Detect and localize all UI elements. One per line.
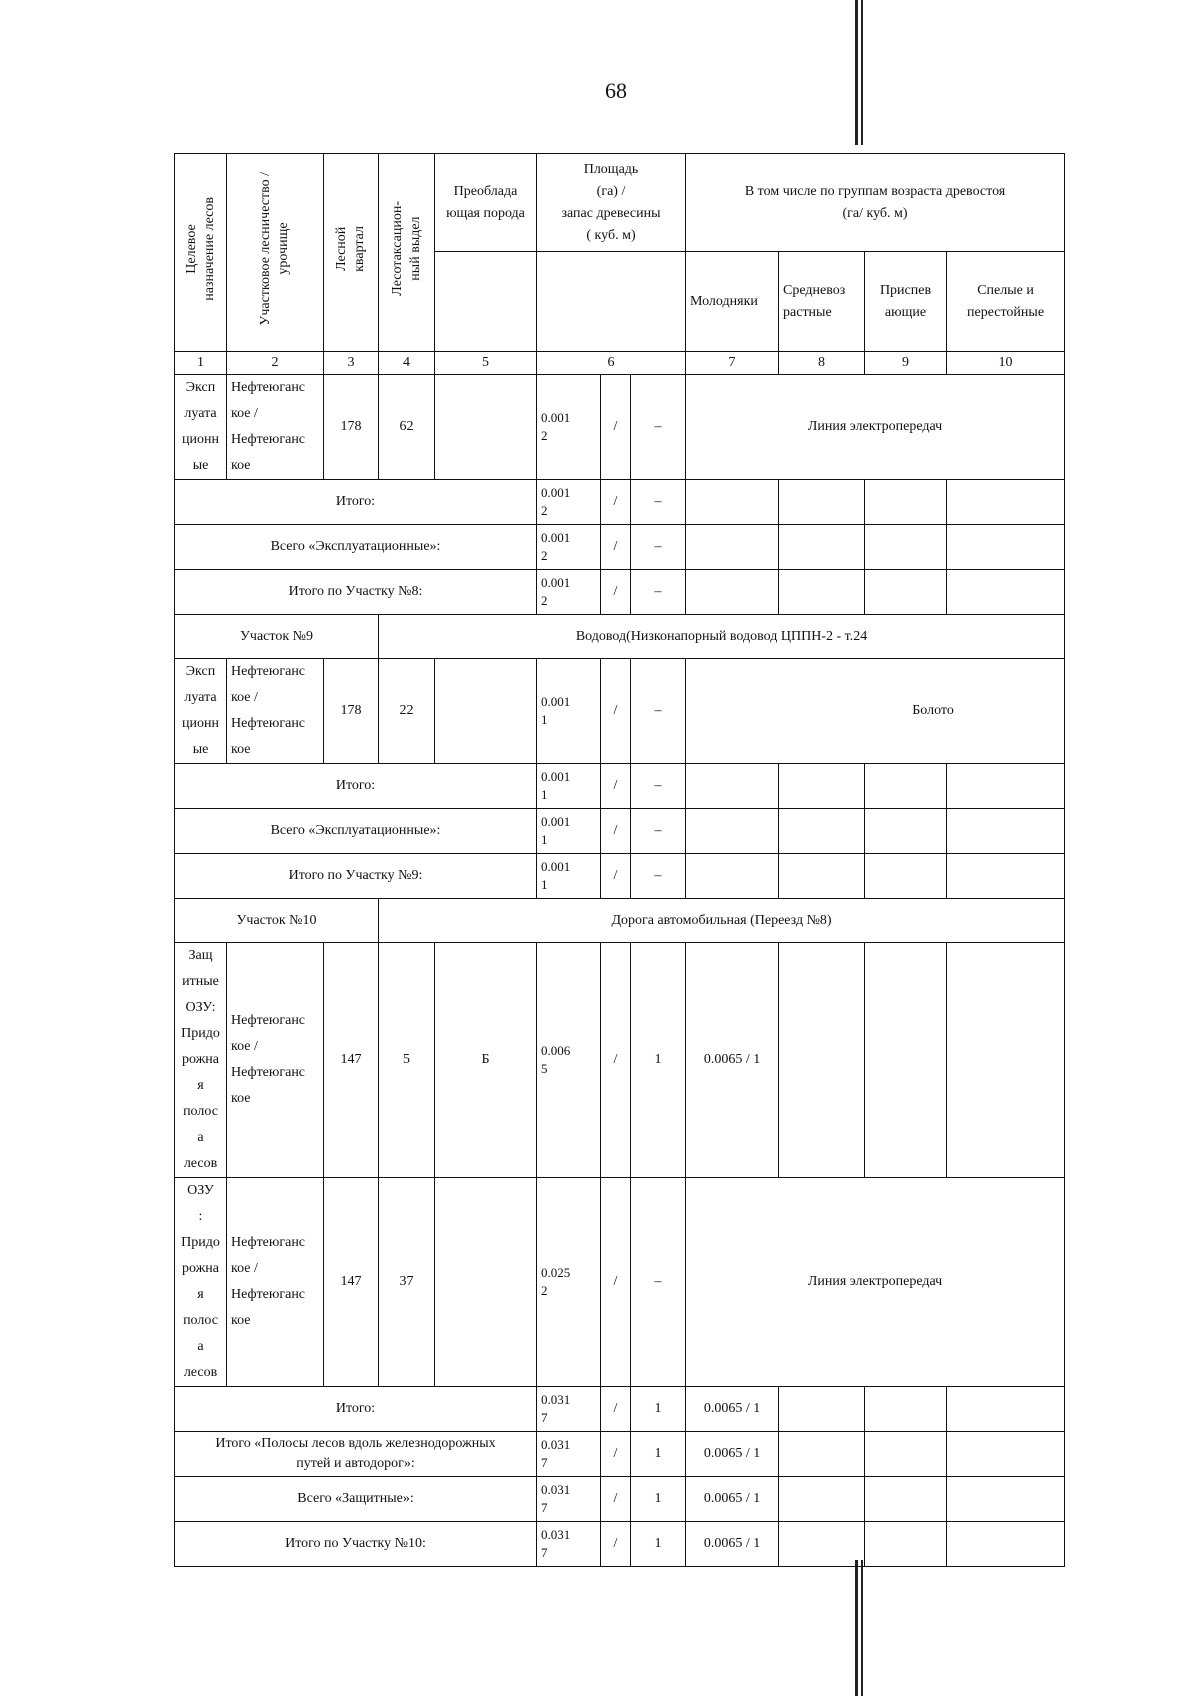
vydel-cell: 37 xyxy=(379,1178,435,1387)
volume-cell: – xyxy=(631,764,686,809)
scan-edge-line xyxy=(861,0,863,145)
slash: / xyxy=(601,1522,631,1567)
young-cell: 0.0065 / 1 xyxy=(686,1477,779,1522)
forestry-cell: Нефтеюганс кое / Нефтеюганс кое xyxy=(227,943,324,1178)
slash: / xyxy=(601,659,631,764)
header-area-blank xyxy=(537,252,686,352)
slash: / xyxy=(601,764,631,809)
forest-table xyxy=(174,153,1065,1567)
note-cell: Линия электропередач xyxy=(686,1178,1065,1387)
header-forestry: Участковое лесничество / урочище xyxy=(227,154,324,352)
volume-cell: – xyxy=(631,570,686,615)
header-species-blank xyxy=(435,252,537,352)
volume-cell: – xyxy=(631,375,686,480)
total-row xyxy=(175,1387,1065,1432)
table-row xyxy=(175,1178,1065,1387)
total-label: Всего «Эксплуатационные»: xyxy=(175,809,537,854)
total-label: Итого по Участку №9: xyxy=(175,854,537,899)
area-cell: 0.001 2 xyxy=(537,570,601,615)
table-row xyxy=(175,375,1065,480)
young-cell: 0.0065 / 1 xyxy=(686,1522,779,1567)
purpose-cell: Эксп луата ционн ые xyxy=(175,375,227,480)
forestry-cell: Нефтеюганс кое / Нефтеюганс кое xyxy=(227,375,324,480)
col-number: 8 xyxy=(779,352,865,375)
header-mature: Спелые и перестойные xyxy=(947,252,1065,352)
total-row xyxy=(175,570,1065,615)
volume-cell: – xyxy=(631,525,686,570)
slash: / xyxy=(601,1432,631,1477)
header-young: Молодняки xyxy=(686,252,779,352)
total-label: Всего «Эксплуатационные»: xyxy=(175,525,537,570)
forestry-cell: Нефтеюганс кое / Нефтеюганс кое xyxy=(227,659,324,764)
species-cell xyxy=(435,1178,537,1387)
species-cell: Б xyxy=(435,943,537,1178)
col-number: 4 xyxy=(379,352,435,375)
total-row xyxy=(175,525,1065,570)
total-row xyxy=(175,809,1065,854)
total-row xyxy=(175,854,1065,899)
scan-edge-line xyxy=(855,1560,858,1696)
total-row xyxy=(175,1477,1065,1522)
total-row xyxy=(175,1432,1065,1477)
total-row xyxy=(175,480,1065,525)
header-species: Преоблада ющая порода xyxy=(435,154,537,252)
area-cell: 0.006 5 xyxy=(537,943,601,1178)
section-title: Водовод(Низконапорный водовод ЦППН-2 - т.24 xyxy=(379,615,1065,659)
purpose-cell: Защ итные ОЗУ: Придо рожна я полос а лесов xyxy=(175,943,227,1178)
scan-edge-line xyxy=(861,1560,863,1696)
section-label: Участок №9 xyxy=(175,615,379,659)
area-cell: 0.001 2 xyxy=(537,375,601,480)
slash: / xyxy=(601,1477,631,1522)
slash: / xyxy=(601,570,631,615)
young-cell: 0.0065 / 1 xyxy=(686,1387,779,1432)
header-middle: Средневоз растные xyxy=(779,252,865,352)
young-cell: 0.0065 / 1 xyxy=(686,1432,779,1477)
area-cell: 0.001 1 xyxy=(537,764,601,809)
note-cell: Болото xyxy=(686,659,1065,764)
header-kvartal: Лесной квартал xyxy=(324,154,379,352)
kvartal-cell: 178 xyxy=(324,659,379,764)
species-cell xyxy=(435,375,537,480)
page-number: 68 xyxy=(605,78,627,103)
col-number: 1 xyxy=(175,352,227,375)
area-cell: 0.031 7 xyxy=(537,1432,601,1477)
slash: / xyxy=(601,480,631,525)
volume-cell: – xyxy=(631,809,686,854)
volume-cell: 1 xyxy=(631,1522,686,1567)
kvartal-cell: 147 xyxy=(324,1178,379,1387)
forestry-cell: Нефтеюганс кое / Нефтеюганс кое xyxy=(227,1178,324,1387)
total-label: Итого по Участку №8: xyxy=(175,570,537,615)
col-number: 2 xyxy=(227,352,324,375)
section-title: Дорога автомобильная (Переезд №8) xyxy=(379,899,1065,943)
total-label: Итого по Участку №10: xyxy=(175,1522,537,1567)
slash: / xyxy=(601,943,631,1178)
area-cell: 0.031 7 xyxy=(537,1477,601,1522)
vydel-cell: 22 xyxy=(379,659,435,764)
col-number: 10 xyxy=(947,352,1065,375)
header-age-groups: В том числе по группам возраста древостоя (га/ куб. м) xyxy=(686,154,1065,252)
volume-cell: – xyxy=(631,1178,686,1387)
volume-cell: 1 xyxy=(631,1387,686,1432)
area-cell: 0.031 7 xyxy=(537,1387,601,1432)
area-cell: 0.031 7 xyxy=(537,1522,601,1567)
scan-edge-line xyxy=(855,0,858,145)
slash: / xyxy=(601,809,631,854)
area-cell: 0.001 1 xyxy=(537,659,601,764)
area-cell: 0.001 1 xyxy=(537,809,601,854)
total-label: Всего «Защитные»: xyxy=(175,1477,537,1522)
volume-cell: 1 xyxy=(631,943,686,1178)
volume-cell: – xyxy=(631,480,686,525)
slash: / xyxy=(601,375,631,480)
area-cell: 0.025 2 xyxy=(537,1178,601,1387)
header-premature: Приспев ающие xyxy=(865,252,947,352)
slash: / xyxy=(601,854,631,899)
header-vydel: Лесотаксацион- ный выдел xyxy=(379,154,435,352)
header-purpose: Целевое назначение лесов xyxy=(175,154,227,352)
section-row xyxy=(175,899,1065,943)
volume-cell: – xyxy=(631,659,686,764)
col-number: 5 xyxy=(435,352,537,375)
total-row xyxy=(175,1522,1065,1567)
volume-cell: – xyxy=(631,854,686,899)
total-label: Итого «Полосы лесов вдоль железнодорожных путей и автодорог»: xyxy=(175,1432,537,1477)
slash: / xyxy=(601,525,631,570)
vydel-cell: 62 xyxy=(379,375,435,480)
slash: / xyxy=(601,1178,631,1387)
total-row xyxy=(175,764,1065,809)
table-row xyxy=(175,659,1065,764)
volume-cell: 1 xyxy=(631,1432,686,1477)
col-number: 7 xyxy=(686,352,779,375)
area-cell: 0.001 2 xyxy=(537,525,601,570)
volume-cell: 1 xyxy=(631,1477,686,1522)
col-number: 6 xyxy=(537,352,686,375)
section-label: Участок №10 xyxy=(175,899,379,943)
total-label: Итого: xyxy=(175,480,537,525)
vydel-cell: 5 xyxy=(379,943,435,1178)
kvartal-cell: 147 xyxy=(324,943,379,1178)
slash: / xyxy=(601,1387,631,1432)
area-cell: 0.001 1 xyxy=(537,854,601,899)
total-label: Итого: xyxy=(175,764,537,809)
kvartal-cell: 178 xyxy=(324,375,379,480)
note-cell: Линия электропередач xyxy=(686,375,1065,480)
purpose-cell: ОЗУ : Придо рожна я полос а лесов xyxy=(175,1178,227,1387)
total-label: Итого: xyxy=(175,1387,537,1432)
col-number: 9 xyxy=(865,352,947,375)
section-row xyxy=(175,615,1065,659)
species-cell xyxy=(435,659,537,764)
area-cell: 0.001 2 xyxy=(537,480,601,525)
young-cell: 0.0065 / 1 xyxy=(686,943,779,1178)
col-number: 3 xyxy=(324,352,379,375)
purpose-cell: Эксп луата ционн ые xyxy=(175,659,227,764)
table-row xyxy=(175,943,1065,1178)
header-area: Площадь (га) / запас древесины ( куб. м) xyxy=(537,154,686,252)
